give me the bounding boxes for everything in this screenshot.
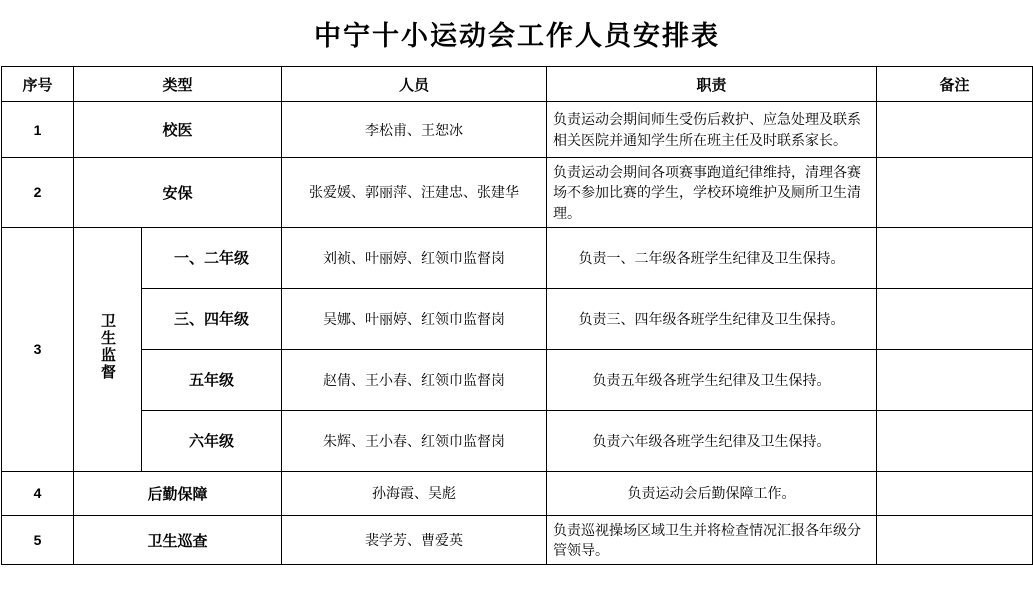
cell-duty: 负责巡视操场区域卫生并将检查情况汇报各年级分管领导。 xyxy=(547,515,877,565)
cell-duty: 负责五年级各班学生纪律及卫生保持。 xyxy=(547,349,877,410)
table-row xyxy=(2,288,1033,349)
cell-subtype: 一、二年级 xyxy=(142,227,282,288)
cell-subtype: 五年级 xyxy=(142,349,282,410)
cell-seq: 2 xyxy=(2,158,74,228)
cell-remark xyxy=(877,515,1033,565)
cell-type-group xyxy=(74,227,142,471)
table-row xyxy=(2,349,1033,410)
page-title: 中宁十小运动会工作人员安排表 xyxy=(2,1,1033,67)
column-header-remark: 备注 xyxy=(877,67,1033,102)
cell-people: 孙海霞、吴彪 xyxy=(282,471,547,515)
cell-duty: 负责六年级各班学生纪律及卫生保持。 xyxy=(547,410,877,471)
cell-seq: 3 xyxy=(2,227,74,471)
column-header-people: 人员 xyxy=(282,67,547,102)
table-row xyxy=(2,102,1033,158)
cell-type: 校医 xyxy=(74,102,282,158)
cell-duty: 负责运动会后勤保障工作。 xyxy=(547,471,877,515)
table-row xyxy=(2,471,1033,515)
table-row xyxy=(2,515,1033,565)
cell-type: 安保 xyxy=(74,158,282,228)
cell-duty: 负责运动会期间师生受伤后救护、应急处理及联系相关医院并通知学生所在班主任及时联系家长。 xyxy=(547,102,877,158)
cell-people: 朱辉、王小春、红领巾监督岗 xyxy=(282,410,547,471)
cell-seq: 1 xyxy=(2,102,74,158)
cell-subtype: 六年级 xyxy=(142,410,282,471)
cell-seq: 5 xyxy=(2,515,74,565)
cell-remark xyxy=(877,410,1033,471)
cell-type: 卫生巡查 xyxy=(74,515,282,565)
table-row xyxy=(2,227,1033,288)
table-row xyxy=(2,158,1033,228)
cell-subtype: 三、四年级 xyxy=(142,288,282,349)
cell-people: 吴娜、叶丽婷、红领巾监督岗 xyxy=(282,288,547,349)
cell-type-label: 卫生监督 xyxy=(99,313,116,382)
cell-duty: 负责一、二年级各班学生纪律及卫生保持。 xyxy=(547,227,877,288)
column-header-seq: 序号 xyxy=(2,67,74,102)
cell-duty: 负责三、四年级各班学生纪律及卫生保持。 xyxy=(547,288,877,349)
cell-remark xyxy=(877,349,1033,410)
cell-duty: 负责运动会期间各项赛事跑道纪律维持，清理各赛场不参加比赛的学生，学校环境维护及厕所卫生清理。 xyxy=(547,158,877,228)
cell-people: 刘祯、叶丽婷、红领巾监督岗 xyxy=(282,227,547,288)
cell-remark xyxy=(877,227,1033,288)
column-header-duty: 职责 xyxy=(547,67,877,102)
cell-people: 赵倩、王小春、红领巾监督岗 xyxy=(282,349,547,410)
cell-remark xyxy=(877,158,1033,228)
cell-remark xyxy=(877,288,1033,349)
cell-people: 李松甫、王恕冰 xyxy=(282,102,547,158)
cell-people: 裴学芳、曹爱英 xyxy=(282,515,547,565)
cell-people: 张爱媛、郭丽萍、汪建忠、张建华 xyxy=(282,158,547,228)
table-header-row xyxy=(2,67,1033,102)
title-row xyxy=(2,1,1033,67)
table-row xyxy=(2,410,1033,471)
cell-remark xyxy=(877,102,1033,158)
column-header-type: 类型 xyxy=(74,67,282,102)
staff-arrangement-table xyxy=(1,0,1033,565)
cell-seq: 4 xyxy=(2,471,74,515)
cell-type: 后勤保障 xyxy=(74,471,282,515)
cell-remark xyxy=(877,471,1033,515)
